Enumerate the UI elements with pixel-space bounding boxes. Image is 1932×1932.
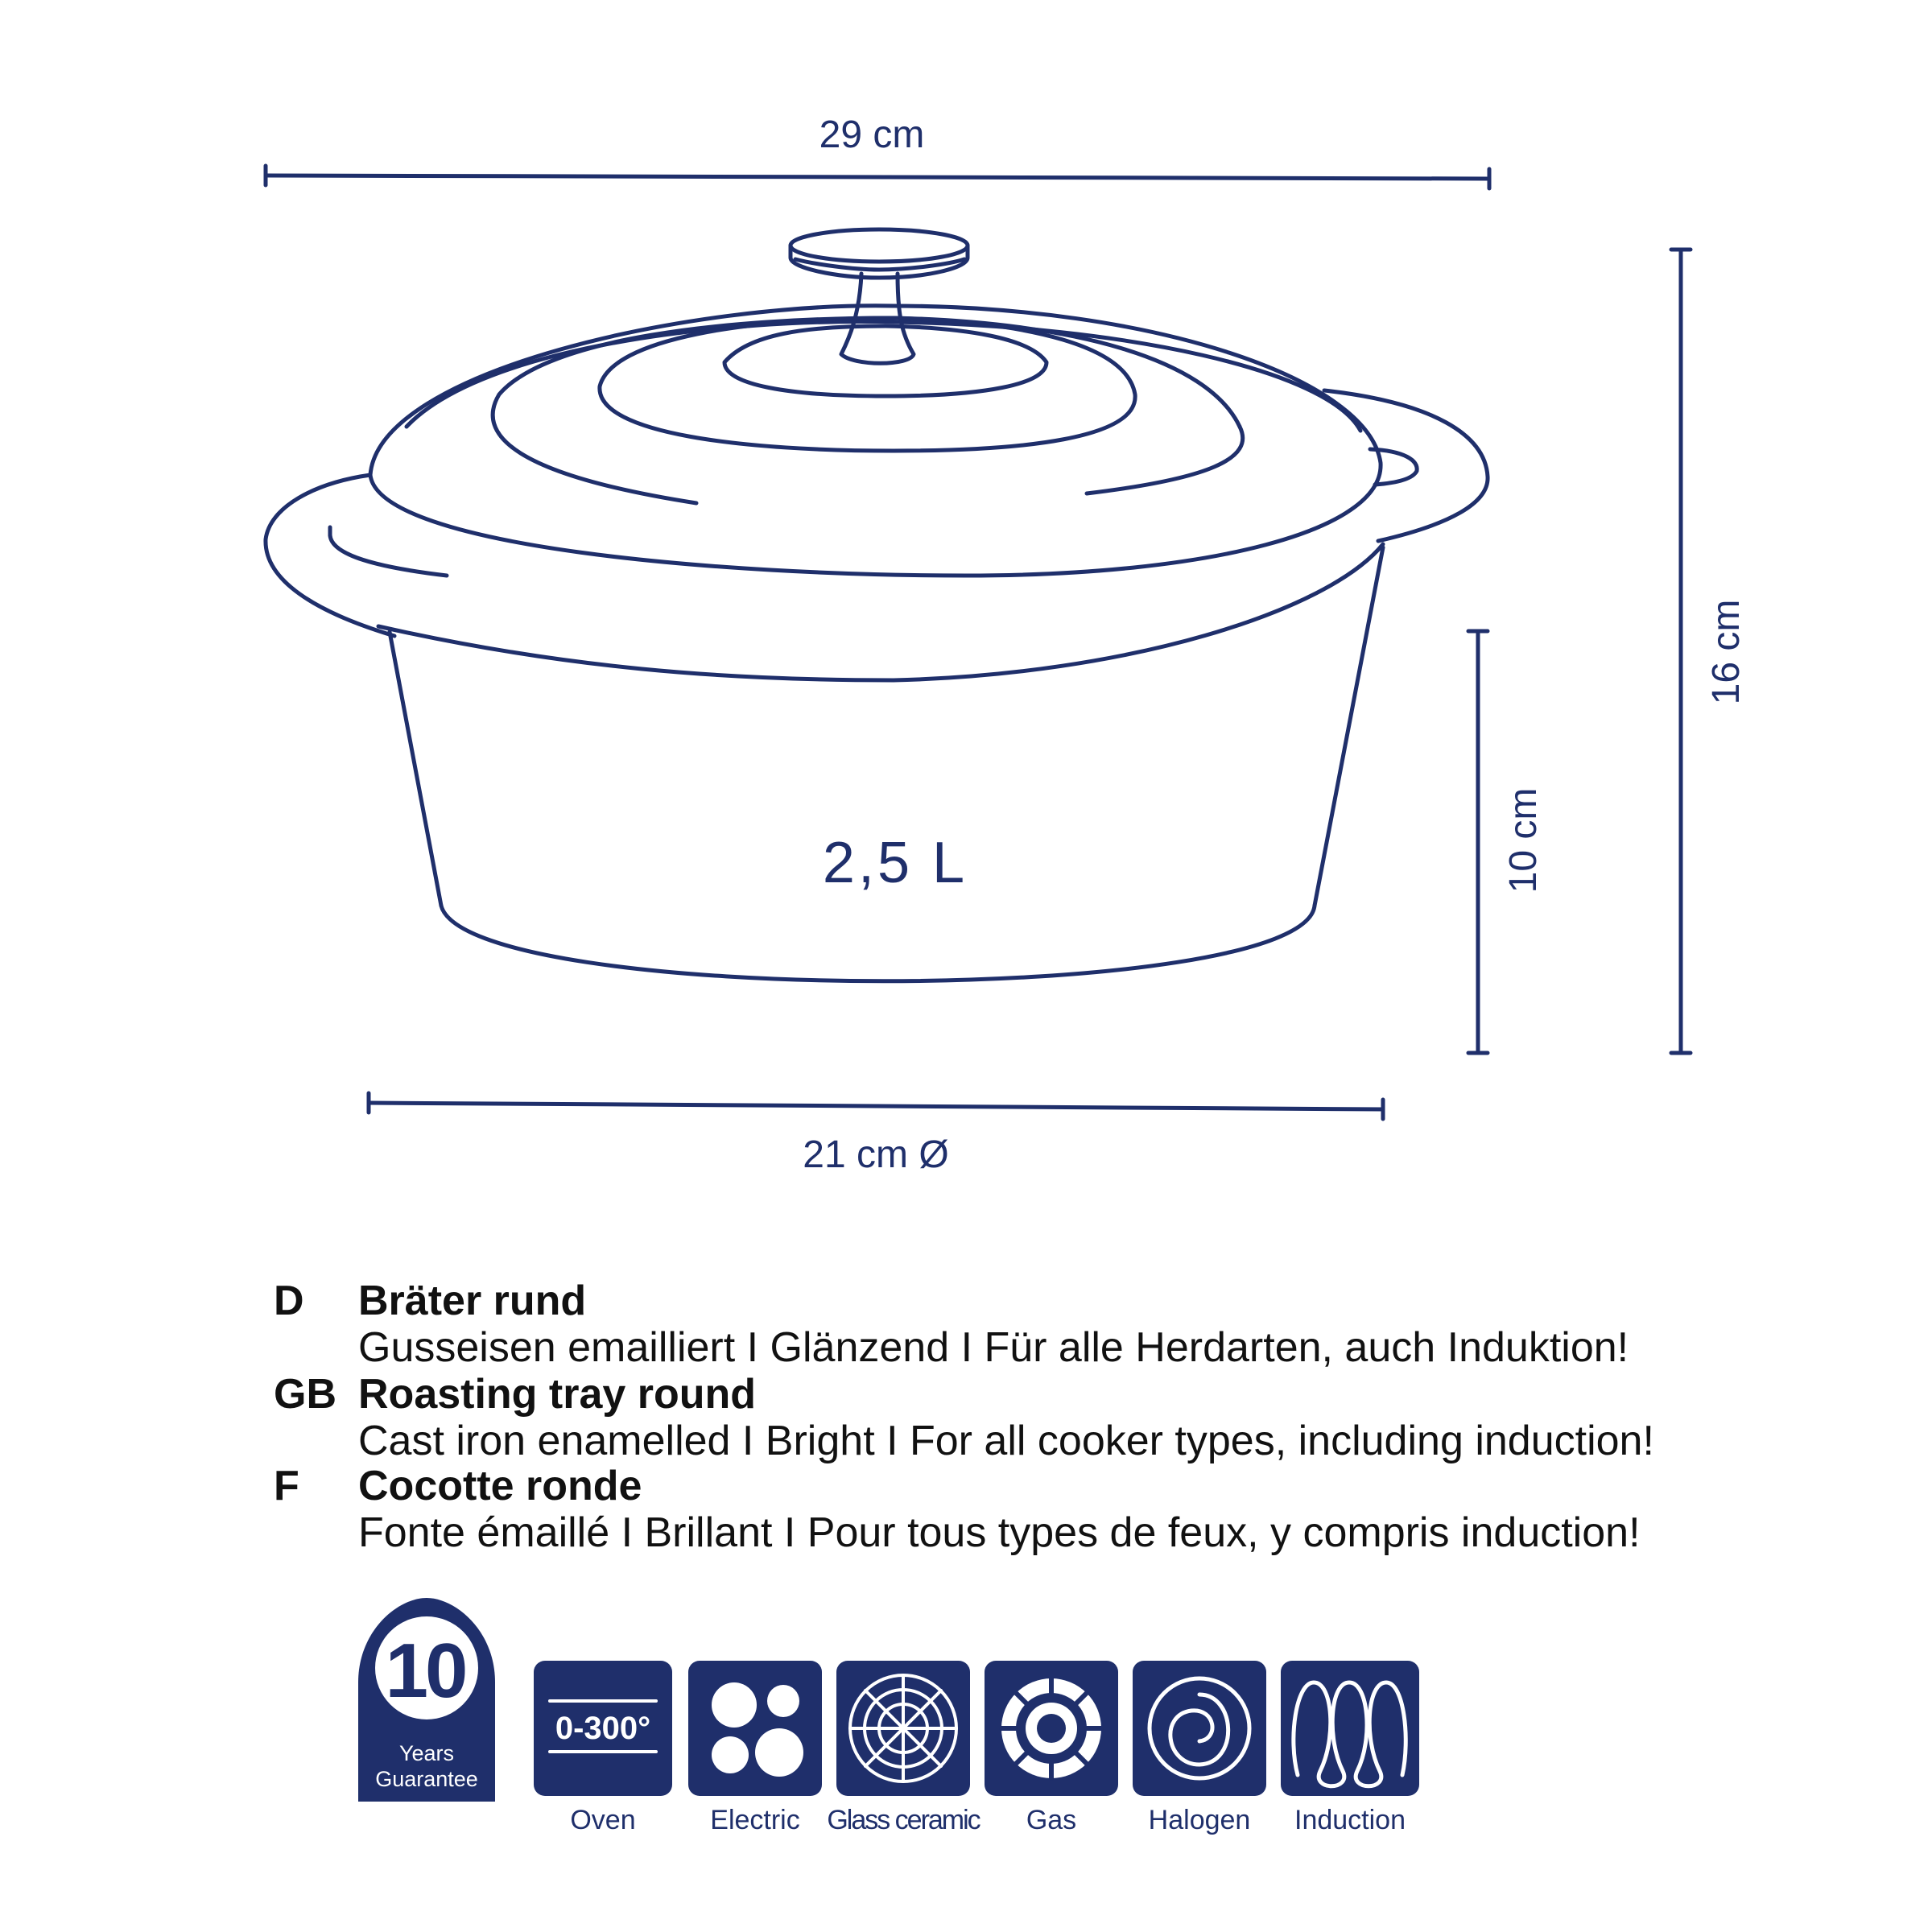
product-detail-fr: Fonte émaillé I Brillant I Pour tous types de feux, y compris induction!: [358, 1509, 1641, 1556]
guarantee-years-number: 10: [385, 1628, 465, 1714]
guarantee-label: Guarantee: [375, 1767, 478, 1791]
base-diameter-dimension-line: [369, 1093, 1383, 1119]
product-title-fr: Cocotte ronde: [358, 1463, 642, 1509]
electric-hob-icon: [688, 1661, 822, 1796]
language-code-de: D: [274, 1278, 304, 1324]
body-height-dimension-line: [1468, 631, 1488, 1053]
gas-flame: [1001, 1678, 1101, 1778]
language-code-gb: GB: [274, 1371, 336, 1418]
total-height-dimension-line: [1671, 250, 1690, 1053]
hob-label-glass-ceramic: Glass ceramic: [827, 1805, 980, 1835]
total-height-dimension-label: 16 cm: [1705, 599, 1748, 705]
hob-label-oven: Oven: [570, 1805, 636, 1835]
hob-label-halogen: Halogen: [1148, 1805, 1251, 1835]
width-dimension-line: [266, 166, 1489, 188]
language-code-fr: F: [274, 1463, 299, 1509]
product-title-de: Bräter rund: [358, 1278, 587, 1324]
product-title-gb: Roasting tray round: [358, 1371, 757, 1418]
halogen-hob-icon: [1133, 1661, 1266, 1796]
width-dimension-label: 29 cm: [819, 114, 925, 156]
guarantee-years-label: Years: [398, 1741, 455, 1765]
oven-temperature: 0-300°: [555, 1711, 651, 1746]
glass-ceramic-rings: [850, 1675, 956, 1781]
base-diameter-dimension-label: 21 cm Ø: [803, 1133, 949, 1176]
product-detail-de: Gusseisen emailliert I Glänzend I Für alle Herdarten, auch Induktion!: [358, 1324, 1629, 1371]
hob-label-induction: Induction: [1294, 1805, 1406, 1835]
body-height-dimension-label: 10 cm: [1502, 787, 1545, 894]
hob-label-electric: Electric: [710, 1805, 800, 1835]
capacity-label: 2,5 L: [822, 831, 968, 895]
hob-label-gas: Gas: [1026, 1805, 1077, 1835]
product-detail-gb: Cast iron enamelled I Bright I For all cooker types, including induction!: [358, 1418, 1654, 1464]
